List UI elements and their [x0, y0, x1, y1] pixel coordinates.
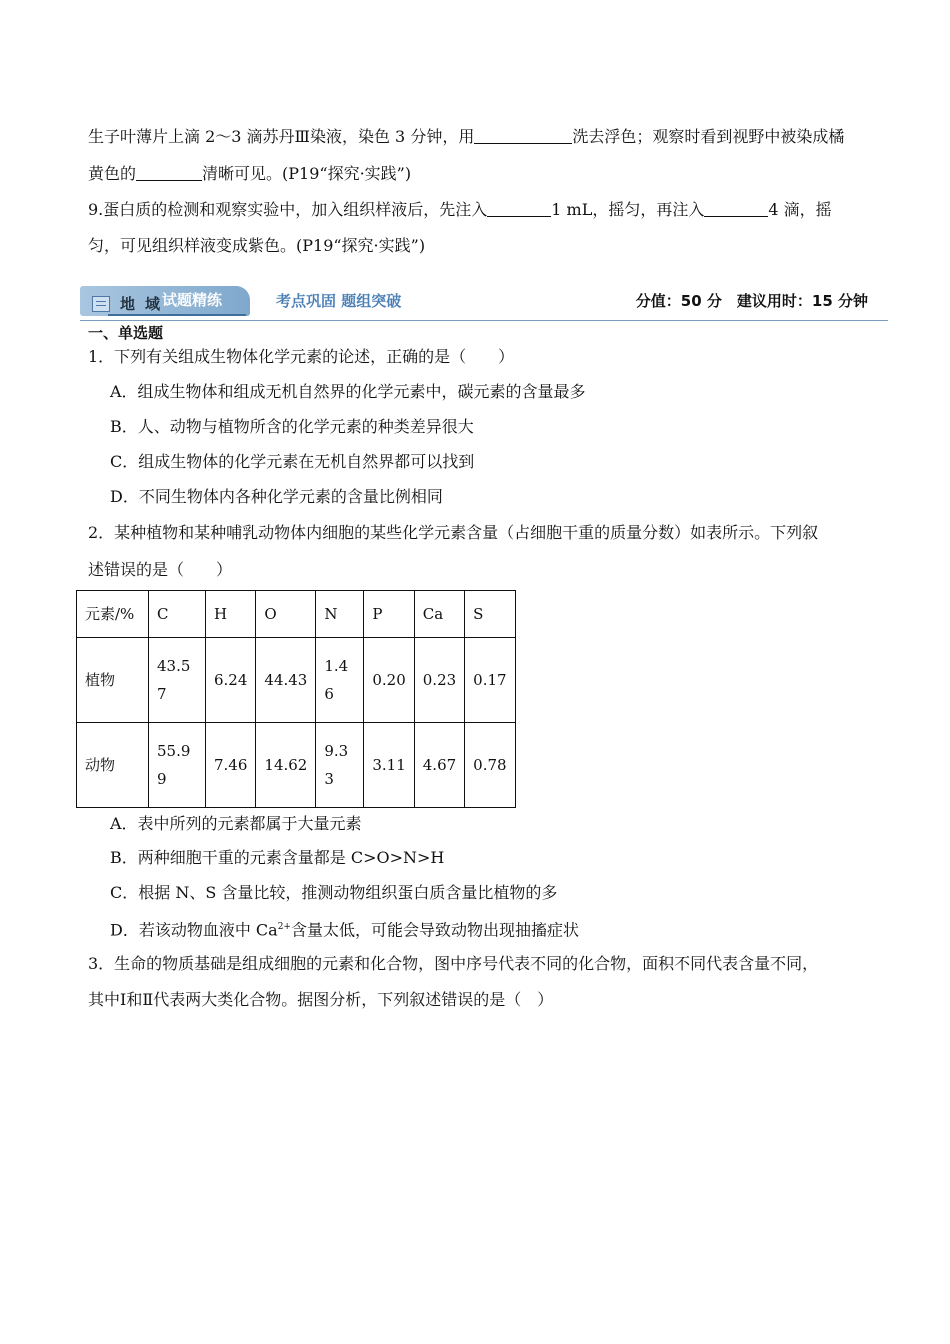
- banner-tab: [80, 286, 250, 316]
- intro-text: 清晰可见。(P19“探究·实践”): [202, 164, 412, 183]
- table-header-cell: C: [149, 591, 206, 638]
- question-2-option-a: A．表中所列的元素都属于大量元素: [110, 814, 362, 833]
- banner-divider: [80, 320, 888, 321]
- question-1-option-c: C．组成生物体的化学元素在无机自然界都可以找到: [110, 452, 475, 471]
- table-cell: 43.57: [149, 638, 206, 723]
- table-cell: 0.78: [465, 723, 515, 808]
- question-text: 1 mL，摇匀，再注入: [551, 200, 705, 219]
- table-row: [77, 638, 516, 723]
- score-info: 分值：50 分 建议用时：15 分钟: [635, 292, 868, 310]
- table-header-cell: H: [206, 591, 256, 638]
- table-cell: 动物: [77, 723, 149, 808]
- charge-superscript: 2+: [277, 922, 291, 932]
- banner-underline: [108, 314, 246, 316]
- table-header-cell: S: [465, 591, 515, 638]
- table-cell: 4.67: [414, 723, 464, 808]
- question-9-line-2: [88, 228, 868, 264]
- table-header-cell: N: [316, 591, 364, 638]
- intro-line-2: [88, 156, 868, 192]
- banner-tag: 地域: [120, 295, 171, 313]
- question-2-stem-line-1: 2．某种植物和某种哺乳动物体内细胞的某些化学元素含量（占细胞干重的质量分数）如表所示。下列叙: [88, 523, 819, 542]
- table-row: [77, 723, 516, 808]
- table-cell: 1.46: [316, 638, 364, 723]
- section-banner: [80, 286, 888, 320]
- table-cell: 植物: [77, 638, 149, 723]
- banner-subtitle: 考点巩固 题组突破: [276, 292, 402, 310]
- table-cell: 0.17: [465, 638, 515, 723]
- question-3-stem-line-2: 其中Ⅰ和Ⅱ代表两大类化合物。据图分析，下列叙述错误的是（ ）: [88, 990, 554, 1009]
- table-cell: 6.24: [206, 638, 256, 723]
- intro-text: 黄色的: [88, 164, 137, 183]
- question-text: 9.蛋白质的检测和观察实验中，加入组织样液后，先注入: [88, 200, 488, 219]
- answer-blank: [487, 198, 551, 217]
- answer-blank: [704, 198, 768, 217]
- option-text: D．若该动物血液中 Ca: [110, 920, 278, 940]
- table-header-cell: Ca: [414, 591, 464, 638]
- question-text: 匀，可见组织样液变成紫色。(P19“探究·实践”): [88, 236, 426, 255]
- table-header-cell: 元素/%: [77, 591, 149, 638]
- table-header-row: [77, 591, 516, 638]
- table-cell: 7.46: [206, 723, 256, 808]
- question-2-stem-line-2: 述错误的是（ ）: [88, 560, 233, 579]
- question-text: 4 滴，摇: [768, 200, 832, 219]
- question-1-option-a: A．组成生物体和组成无机自然界的化学元素中，碳元素的含量最多: [110, 382, 586, 401]
- question-3-stem-line-1: 3．生命的物质基础是组成细胞的元素和化合物，图中序号代表不同的化合物，面积不同代表含量不同，: [88, 954, 819, 973]
- intro-text: 生子叶薄片上滴 2～3 滴苏丹Ⅲ染液，染色 3 分钟，用: [88, 127, 475, 146]
- answer-blank: [474, 125, 572, 144]
- question-2-option-b: B．两种细胞干重的元素含量都是 C>O>N>H: [110, 848, 445, 867]
- element-content-table: [76, 590, 516, 808]
- intro-text: 洗去浮色；观察时看到视野中被染成橘: [572, 127, 845, 146]
- table-cell: 44.43: [256, 638, 316, 723]
- option-text: 含量太低，可能会导致动物出现抽搐症状: [290, 920, 579, 940]
- question-2-option-d: [110, 910, 579, 947]
- table-cell: 0.20: [364, 638, 414, 723]
- table-header-cell: O: [256, 591, 316, 638]
- table-cell: 3.11: [364, 723, 414, 808]
- question-9-line-1: [88, 192, 868, 228]
- document-icon: [92, 296, 110, 312]
- table-cell: 0.23: [414, 638, 464, 723]
- section-title: 一、单选题: [88, 324, 164, 342]
- table-header-cell: P: [364, 591, 414, 638]
- table-cell: 55.99: [149, 723, 206, 808]
- question-1-stem: 1．下列有关组成生物体化学元素的论述，正确的是（ ）: [88, 347, 515, 366]
- table-cell: 14.62: [256, 723, 316, 808]
- banner-title: 试题精练: [162, 291, 223, 309]
- intro-line-1: [88, 119, 868, 155]
- question-1-option-d: D．不同生物体内各种化学元素的含量比例相同: [110, 487, 443, 506]
- answer-blank: [136, 162, 202, 181]
- table-cell: 9.33: [316, 723, 364, 808]
- question-2-option-c: C．根据 N、S 含量比较，推测动物组织蛋白质含量比植物的多: [110, 883, 558, 902]
- question-1-option-b: B．人、动物与植物所含的化学元素的种类差异很大: [110, 417, 474, 436]
